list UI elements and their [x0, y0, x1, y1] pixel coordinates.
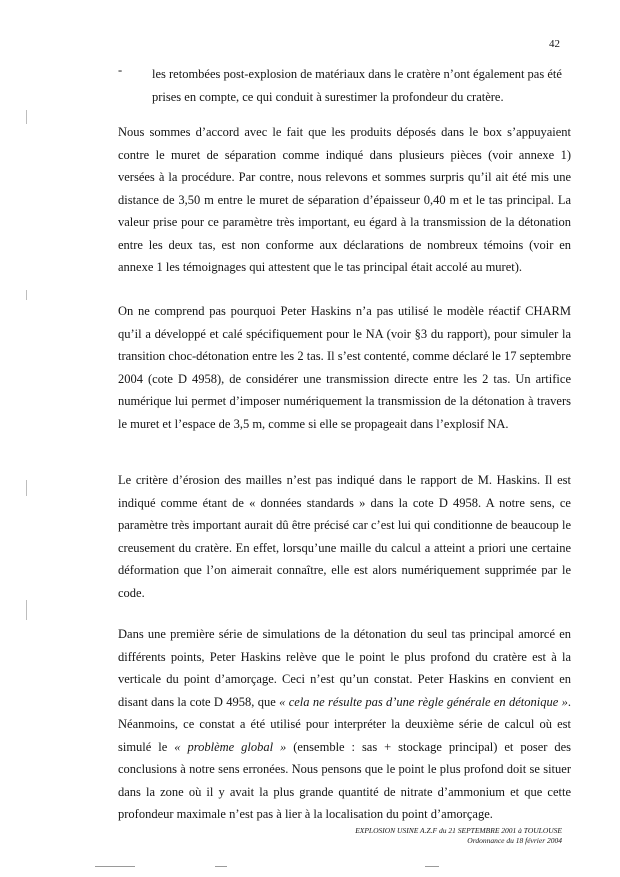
paragraph-muret: Nous sommes d’accord avec le fait que les produits déposés dans le box s’appuyaient contre le muret de séparation comme indiqué dans plusieurs pièces (voir annexe 1) versées à la procédure. Par contre, nous relevons et sommes surpris qu’il ait été mis une distance de 3,50 m entre le muret de séparation d’épaisseur 0,40 m et le tas principal. La valeur prise pour ce paramètre très important, eu égard à la transmission de la détonation entre les deux tas, est non conforme aux déclarations de nombreux témoins (voir en annexe 1 les témoignages qui attestent que le tas principal était accolé au muret).: [118, 125, 571, 274]
quote-regle-generale: « cela ne résulte pas d’une règle générale en détonique »: [279, 694, 568, 709]
paragraph-text: (ensemble : sas + stockage principal) et poser des conclusions à notre sens erronées. Nous pensons que le point le plus profond doit se situer dans la zone où il y avait la plus grande quantité de nitrate d’ammonium et que cette profondeur maximale n’est pas à lier à la localisation du point d’amorçage.: [118, 739, 572, 821]
footer-title: EXPLOSION USINE A.Z.F du 21 SEPTEMBRE 2001 à TOULOUSE: [355, 826, 562, 835]
quote-probleme-global: « problème global »: [174, 739, 287, 754]
paragraph-erosion-criterion: Le critère d’érosion des mailles n’est pas indiqué dans le rapport de M. Haskins. Il est indiqué comme étant de « données standards » dans la cote D 4958. A notre sens, ce paramètre très important aurait dû être précisé car c’est lui qui conditionne de beaucoup le creusement du cratère. En effet, lorsqu’une maille du calcul a atteint a priori une certaine déformation que l’on aimerait connaître, elle est alors numériquement supprimée par le code.: [118, 473, 571, 600]
page-number: 42: [549, 38, 560, 50]
paragraph-simulation-series: [118, 623, 571, 826]
paragraph-text: . Néanmoins, ce constat a été utilisé pour interpréter la deuxième série de calcul où est simulé le: [118, 694, 572, 754]
scan-trace: [95, 866, 135, 873]
footer: [300, 826, 562, 846]
scan-mark: [26, 110, 27, 124]
scan-mark: [26, 480, 27, 496]
scan-mark: [26, 600, 27, 620]
scan-trace: [425, 866, 439, 873]
bullet-text: les retombées post-explosion de matériaux dans le cratère n’ont également pas été prises en compte, ce qui conduit à surestimer la profondeur du cratère.: [152, 67, 562, 104]
scan-trace: [215, 866, 227, 873]
bullet-marker: -: [118, 63, 123, 77]
paragraph-charm-model: On ne comprend pas pourquoi Peter Haskins n’a pas utilisé le modèle réactif CHARM qu’il a développé et calé spécifiquement pour le NA (voir §3 du rapport), pour simuler la transition choc-détonation entre les 2 tas. Il s’est contenté, comme déclaré le 17 septembre 2004 (cote D 4958), de considérer une transmission directe entre les 2 tas. Un artifice numérique lui permet d’imposer numériquement la transmission de la détonation à travers le muret et l’espace de 3,5 m, comme si elle se propageait dans l’explosif NA.: [118, 304, 571, 431]
scan-mark: [26, 290, 27, 300]
footer-ordonnance: Ordonnance du 18 février 2004: [467, 836, 562, 845]
paragraph-text: Dans une première série de simulations de la détonation du seul tas principal amorcé en différents points, Peter Haskins relève que le point le plus profond du cratère est à la verticale du point d’amorçage. Ceci n’est qu’un constat. Peter Haskins en convient en disant dans la cote D 4958, que: [118, 627, 571, 709]
